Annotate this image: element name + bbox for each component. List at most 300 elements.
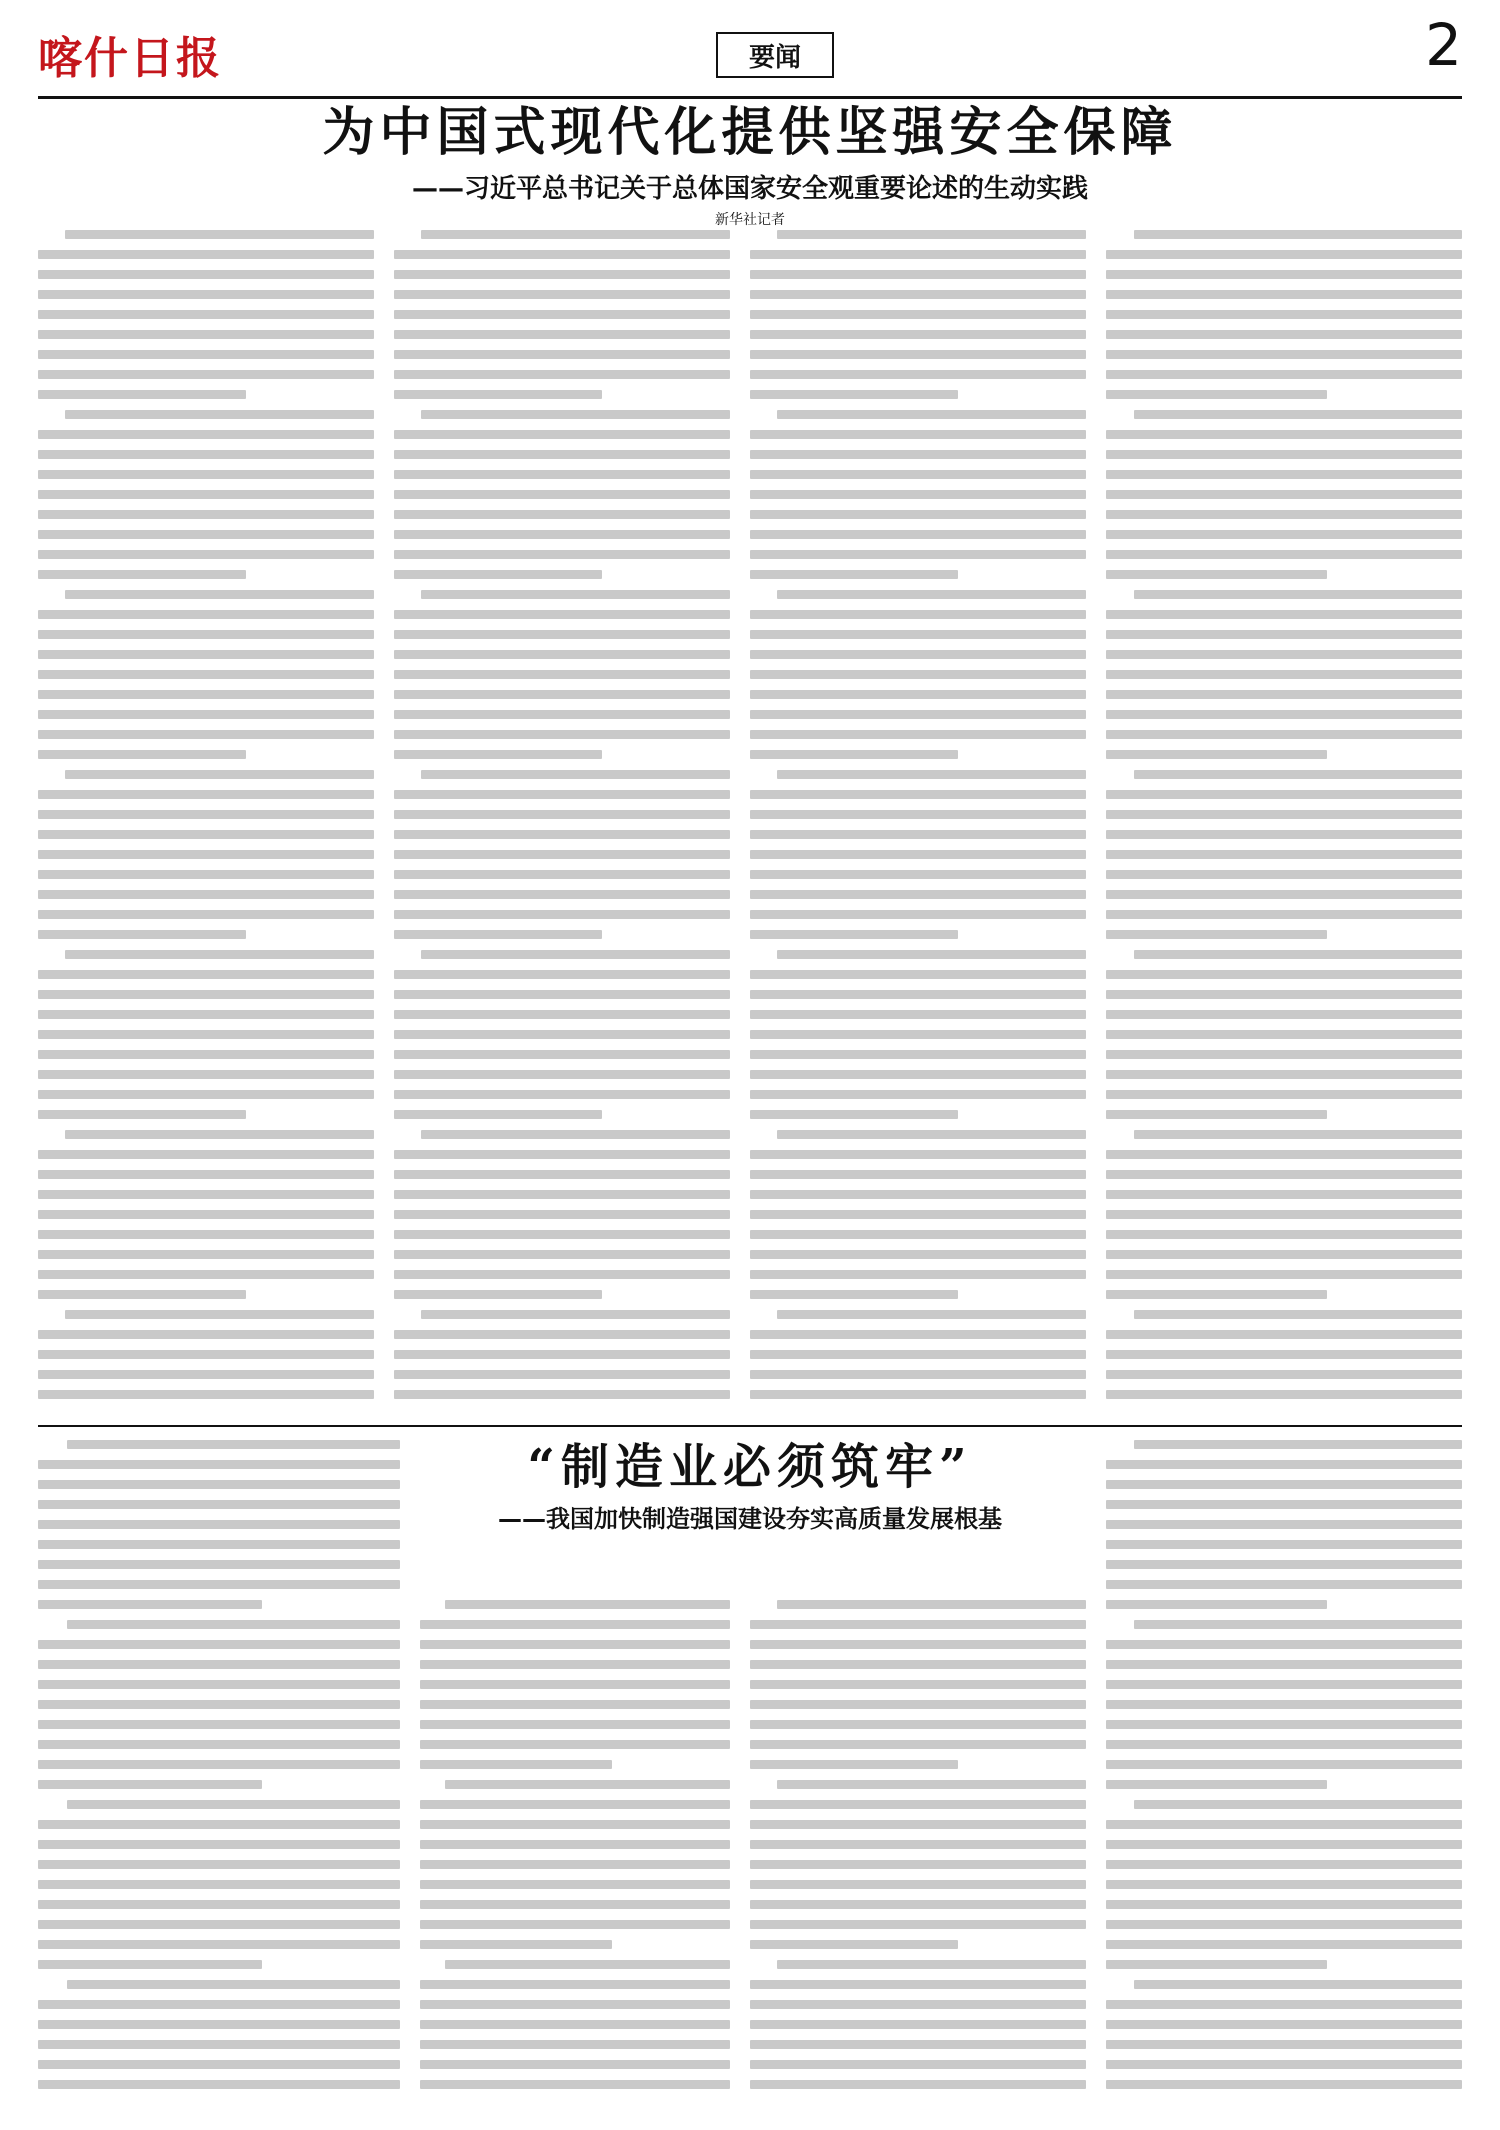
text-line-placeholder xyxy=(1106,530,1462,539)
text-line-placeholder xyxy=(1106,750,1327,759)
text-line-placeholder xyxy=(420,1720,730,1729)
text-line-placeholder xyxy=(1106,2020,1462,2029)
text-line-placeholder xyxy=(1106,250,1462,259)
text-line-placeholder xyxy=(1106,350,1462,359)
text-line-placeholder xyxy=(1106,550,1462,559)
text-line-placeholder xyxy=(394,610,730,619)
text-line-placeholder xyxy=(777,1310,1086,1319)
text-line-placeholder xyxy=(750,970,1086,979)
text-line-placeholder xyxy=(38,730,374,739)
text-line-placeholder xyxy=(750,350,1086,359)
text-line-placeholder xyxy=(420,1880,730,1889)
text-line-placeholder xyxy=(38,2020,400,2029)
text-line-placeholder xyxy=(1134,770,1462,779)
text-line-placeholder xyxy=(38,2000,400,2009)
text-line-placeholder xyxy=(38,330,374,339)
article-1-subtitle: ——习近平总书记关于总体国家安全观重要论述的生动实践 xyxy=(411,173,1088,204)
text-line-placeholder xyxy=(38,1640,400,1649)
text-line-placeholder xyxy=(1106,1500,1462,1509)
text-line-placeholder xyxy=(38,1820,400,1829)
text-line-placeholder xyxy=(394,270,730,279)
text-line-placeholder xyxy=(1106,1960,1327,1969)
text-line-placeholder xyxy=(750,1640,1086,1649)
text-line-placeholder xyxy=(750,330,1086,339)
text-line-placeholder xyxy=(394,350,730,359)
text-line-placeholder xyxy=(38,1290,246,1299)
text-line-placeholder xyxy=(38,490,374,499)
text-line-placeholder xyxy=(38,530,374,539)
text-line-placeholder xyxy=(1106,570,1327,579)
text-line-placeholder xyxy=(38,850,374,859)
text-line-placeholder xyxy=(420,1640,730,1649)
text-line-placeholder xyxy=(750,1350,1086,1359)
text-line-placeholder xyxy=(1106,310,1462,319)
text-line-placeholder xyxy=(750,1760,958,1769)
text-line-placeholder xyxy=(38,1600,262,1609)
text-line-placeholder xyxy=(38,1230,374,1239)
text-line-placeholder xyxy=(38,1960,262,1969)
text-line-placeholder xyxy=(750,250,1086,259)
text-line-placeholder xyxy=(750,1150,1086,1159)
text-line-placeholder xyxy=(67,1800,400,1809)
text-line-placeholder xyxy=(1134,1620,1462,1629)
text-line-placeholder xyxy=(750,910,1086,919)
text-line-placeholder xyxy=(750,430,1086,439)
text-line-placeholder xyxy=(38,1740,400,1749)
text-line-placeholder xyxy=(1106,1920,1462,1929)
text-line-placeholder xyxy=(38,1580,400,1589)
text-line-placeholder xyxy=(65,770,374,779)
text-line-placeholder xyxy=(38,1500,400,1509)
text-line-placeholder xyxy=(750,1920,1086,1929)
text-line-placeholder xyxy=(750,1700,1086,1709)
text-line-placeholder xyxy=(394,810,730,819)
text-line-placeholder xyxy=(38,1940,400,1949)
text-line-placeholder xyxy=(38,970,374,979)
text-line-placeholder xyxy=(420,1840,730,1849)
text-line-placeholder xyxy=(38,990,374,999)
text-line-placeholder xyxy=(750,1110,958,1119)
text-line-placeholder xyxy=(1106,510,1462,519)
text-line-placeholder xyxy=(1106,290,1462,299)
masthead-logo: 喀什日报 xyxy=(38,33,222,84)
text-line-placeholder xyxy=(750,1900,1086,1909)
text-line-placeholder xyxy=(38,1010,374,1019)
article-1-title: 为中国式现代化提供坚强安全保障 xyxy=(322,103,1178,163)
text-line-placeholder xyxy=(750,1660,1086,1669)
text-line-placeholder xyxy=(750,1370,1086,1379)
text-line-placeholder xyxy=(394,1010,730,1019)
text-line-placeholder xyxy=(750,1090,1086,1099)
header-rule xyxy=(38,96,1462,99)
text-line-placeholder xyxy=(750,1050,1086,1059)
text-line-placeholder xyxy=(777,1600,1086,1609)
text-line-placeholder xyxy=(394,850,730,859)
text-line-placeholder xyxy=(38,1720,400,1729)
text-line-placeholder xyxy=(394,990,730,999)
text-line-placeholder xyxy=(1106,870,1462,879)
text-line-placeholder xyxy=(38,1330,374,1339)
text-line-placeholder xyxy=(38,510,374,519)
text-line-placeholder xyxy=(38,290,374,299)
text-line-placeholder xyxy=(421,590,730,599)
text-line-placeholder xyxy=(1134,230,1462,239)
text-line-placeholder xyxy=(750,450,1086,459)
text-line-placeholder xyxy=(394,370,730,379)
article-2-column-4 xyxy=(1106,1440,1462,2110)
text-line-placeholder xyxy=(394,790,730,799)
text-line-placeholder xyxy=(777,230,1086,239)
text-line-placeholder xyxy=(1106,1090,1462,1099)
text-line-placeholder xyxy=(38,350,374,359)
text-line-placeholder xyxy=(38,1030,374,1039)
text-line-placeholder xyxy=(1134,1800,1462,1809)
text-line-placeholder xyxy=(1106,1700,1462,1709)
article-2-column-3 xyxy=(750,1600,1086,2110)
text-line-placeholder xyxy=(394,1190,730,1199)
article-1-headline xyxy=(38,104,1462,229)
text-line-placeholder xyxy=(394,710,730,719)
text-line-placeholder xyxy=(420,1920,730,1929)
text-line-placeholder xyxy=(1134,1980,1462,1989)
text-line-placeholder xyxy=(750,1010,1086,1019)
text-line-placeholder xyxy=(38,370,374,379)
text-line-placeholder xyxy=(1106,710,1462,719)
text-line-placeholder xyxy=(1106,1940,1462,1949)
text-line-placeholder xyxy=(750,1840,1086,1849)
text-line-placeholder xyxy=(38,1370,374,1379)
text-line-placeholder xyxy=(750,850,1086,859)
article-2-column-1 xyxy=(38,1440,400,2110)
article-1-column-2 xyxy=(394,230,730,1410)
text-line-placeholder xyxy=(1106,830,1462,839)
text-line-placeholder xyxy=(1106,1010,1462,1019)
text-line-placeholder xyxy=(38,1250,374,1259)
text-line-placeholder xyxy=(750,1820,1086,1829)
text-line-placeholder xyxy=(394,1030,730,1039)
article-1-column-1 xyxy=(38,230,374,1410)
text-line-placeholder xyxy=(1134,1310,1462,1319)
text-line-placeholder xyxy=(750,1620,1086,1629)
text-line-placeholder xyxy=(420,2060,730,2069)
text-line-placeholder xyxy=(1106,1600,1327,1609)
text-line-placeholder xyxy=(1106,370,1462,379)
text-line-placeholder xyxy=(420,1900,730,1909)
text-line-placeholder xyxy=(38,610,374,619)
text-line-placeholder xyxy=(38,1350,374,1359)
text-line-placeholder xyxy=(394,870,730,879)
text-line-placeholder xyxy=(1106,1250,1462,1259)
text-line-placeholder xyxy=(394,1230,730,1239)
text-line-placeholder xyxy=(394,290,730,299)
text-line-placeholder xyxy=(750,1980,1086,1989)
text-line-placeholder xyxy=(38,1390,374,1399)
text-line-placeholder xyxy=(750,790,1086,799)
text-line-placeholder xyxy=(394,470,730,479)
text-line-placeholder xyxy=(38,910,374,919)
text-line-placeholder xyxy=(421,410,730,419)
text-line-placeholder xyxy=(38,1190,374,1199)
text-line-placeholder xyxy=(38,1840,400,1849)
text-line-placeholder xyxy=(1106,1640,1462,1649)
text-line-placeholder xyxy=(38,690,374,699)
article-2-headline xyxy=(430,1440,1070,1534)
text-line-placeholder xyxy=(777,950,1086,959)
text-line-placeholder xyxy=(38,390,246,399)
text-line-placeholder xyxy=(65,1310,374,1319)
text-line-placeholder xyxy=(421,950,730,959)
text-line-placeholder xyxy=(1106,1110,1327,1119)
text-line-placeholder xyxy=(1106,1370,1462,1379)
text-line-placeholder xyxy=(38,1860,400,1869)
text-line-placeholder xyxy=(1106,650,1462,659)
text-line-placeholder xyxy=(1106,1860,1462,1869)
text-line-placeholder xyxy=(750,2040,1086,2049)
text-line-placeholder xyxy=(394,890,730,899)
text-line-placeholder xyxy=(750,990,1086,999)
text-line-placeholder xyxy=(1106,1330,1462,1339)
text-line-placeholder xyxy=(38,550,374,559)
text-line-placeholder xyxy=(1106,1170,1462,1179)
text-line-placeholder xyxy=(67,1980,400,1989)
text-line-placeholder xyxy=(65,950,374,959)
text-line-placeholder xyxy=(394,550,730,559)
text-line-placeholder xyxy=(1106,1660,1462,1669)
text-line-placeholder xyxy=(420,1680,730,1689)
text-line-placeholder xyxy=(750,890,1086,899)
text-line-placeholder xyxy=(394,1150,730,1159)
text-line-placeholder xyxy=(1106,450,1462,459)
text-line-placeholder xyxy=(38,1050,374,1059)
article-1-column-3 xyxy=(750,230,1086,1410)
text-line-placeholder xyxy=(1106,1270,1462,1279)
text-line-placeholder xyxy=(1106,1900,1462,1909)
text-line-placeholder xyxy=(38,1660,400,1669)
text-line-placeholder xyxy=(750,710,1086,719)
text-line-placeholder xyxy=(38,430,374,439)
text-line-placeholder xyxy=(67,1440,400,1449)
text-line-placeholder xyxy=(750,1210,1086,1219)
text-line-placeholder xyxy=(394,390,602,399)
text-line-placeholder xyxy=(750,1940,958,1949)
text-line-placeholder xyxy=(777,1960,1086,1969)
text-line-placeholder xyxy=(394,630,730,639)
text-line-placeholder xyxy=(38,830,374,839)
text-line-placeholder xyxy=(750,730,1086,739)
article-2-title: “制造业必须筑牢” xyxy=(527,1439,973,1495)
text-line-placeholder xyxy=(394,730,730,739)
text-line-placeholder xyxy=(1106,1230,1462,1239)
text-line-placeholder xyxy=(394,750,602,759)
text-line-placeholder xyxy=(394,1390,730,1399)
text-line-placeholder xyxy=(750,2020,1086,2029)
text-line-placeholder xyxy=(750,470,1086,479)
text-line-placeholder xyxy=(1134,1440,1462,1449)
text-line-placeholder xyxy=(1106,1680,1462,1689)
text-line-placeholder xyxy=(65,1130,374,1139)
text-line-placeholder xyxy=(750,1070,1086,1079)
text-line-placeholder xyxy=(1106,490,1462,499)
text-line-placeholder xyxy=(38,890,374,899)
text-line-placeholder xyxy=(394,330,730,339)
text-line-placeholder xyxy=(750,1190,1086,1199)
text-line-placeholder xyxy=(394,690,730,699)
text-line-placeholder xyxy=(750,1390,1086,1399)
text-line-placeholder xyxy=(38,1090,374,1099)
text-line-placeholder xyxy=(420,1860,730,1869)
text-line-placeholder xyxy=(38,310,374,319)
text-line-placeholder xyxy=(750,650,1086,659)
text-line-placeholder xyxy=(750,930,958,939)
text-line-placeholder xyxy=(750,630,1086,639)
text-line-placeholder xyxy=(750,1720,1086,1729)
text-line-placeholder xyxy=(38,750,246,759)
article-1-column-4 xyxy=(1106,230,1462,1410)
article-2-subtitle: ——我国加快制造强国建设夯实高质量发展根基 xyxy=(498,1505,1002,1534)
text-line-placeholder xyxy=(750,1800,1086,1809)
text-line-placeholder xyxy=(394,930,602,939)
text-line-placeholder xyxy=(1134,950,1462,959)
text-line-placeholder xyxy=(38,1170,374,1179)
text-line-placeholder xyxy=(750,810,1086,819)
text-line-placeholder xyxy=(445,1960,730,1969)
text-line-placeholder xyxy=(38,630,374,639)
text-line-placeholder xyxy=(750,1740,1086,1749)
text-line-placeholder xyxy=(750,1290,958,1299)
text-line-placeholder xyxy=(394,830,730,839)
text-line-placeholder xyxy=(750,610,1086,619)
text-line-placeholder xyxy=(750,1880,1086,1889)
text-line-placeholder xyxy=(38,1110,246,1119)
text-line-placeholder xyxy=(1106,890,1462,899)
text-line-placeholder xyxy=(421,1130,730,1139)
text-line-placeholder xyxy=(420,2040,730,2049)
text-line-placeholder xyxy=(1106,850,1462,859)
text-line-placeholder xyxy=(1106,730,1462,739)
text-line-placeholder xyxy=(38,2080,400,2089)
text-line-placeholder xyxy=(38,870,374,879)
text-line-placeholder xyxy=(38,2060,400,2069)
text-line-placeholder xyxy=(750,1680,1086,1689)
text-line-placeholder xyxy=(1106,1070,1462,1079)
text-line-placeholder xyxy=(65,230,374,239)
text-line-placeholder xyxy=(38,930,246,939)
text-line-placeholder xyxy=(421,1310,730,1319)
text-line-placeholder xyxy=(1106,1720,1462,1729)
text-line-placeholder xyxy=(777,410,1086,419)
text-line-placeholder xyxy=(394,1270,730,1279)
text-line-placeholder xyxy=(38,1560,400,1569)
text-line-placeholder xyxy=(750,270,1086,279)
text-line-placeholder xyxy=(420,2080,730,2089)
text-line-placeholder xyxy=(1106,930,1327,939)
text-line-placeholder xyxy=(421,770,730,779)
text-line-placeholder xyxy=(750,1330,1086,1339)
text-line-placeholder xyxy=(394,1050,730,1059)
text-line-placeholder xyxy=(421,230,730,239)
text-line-placeholder xyxy=(394,1330,730,1339)
text-line-placeholder xyxy=(38,1880,400,1889)
text-line-placeholder xyxy=(420,1700,730,1709)
text-line-placeholder xyxy=(777,770,1086,779)
text-line-placeholder xyxy=(420,1940,612,1949)
text-line-placeholder xyxy=(38,2040,400,2049)
text-line-placeholder xyxy=(1106,810,1462,819)
text-line-placeholder xyxy=(1106,2080,1462,2089)
text-line-placeholder xyxy=(750,1170,1086,1179)
text-line-placeholder xyxy=(1106,670,1462,679)
text-line-placeholder xyxy=(38,790,374,799)
text-line-placeholder xyxy=(1106,910,1462,919)
text-line-placeholder xyxy=(1106,630,1462,639)
text-line-placeholder xyxy=(394,1070,730,1079)
text-line-placeholder xyxy=(394,670,730,679)
text-line-placeholder xyxy=(38,1700,400,1709)
text-line-placeholder xyxy=(38,1480,400,1489)
article-2-column-2 xyxy=(420,1600,730,2110)
text-line-placeholder xyxy=(394,1110,602,1119)
text-line-placeholder xyxy=(420,1980,730,1989)
text-line-placeholder xyxy=(394,970,730,979)
text-line-placeholder xyxy=(420,2020,730,2029)
text-line-placeholder xyxy=(394,1090,730,1099)
text-line-placeholder xyxy=(394,530,730,539)
text-line-placeholder xyxy=(750,310,1086,319)
text-line-placeholder xyxy=(750,750,958,759)
text-line-placeholder xyxy=(1134,1130,1462,1139)
text-line-placeholder xyxy=(1106,790,1462,799)
text-line-placeholder xyxy=(394,450,730,459)
text-line-placeholder xyxy=(38,1520,400,1529)
text-line-placeholder xyxy=(1106,1540,1462,1549)
text-line-placeholder xyxy=(394,1290,602,1299)
text-line-placeholder xyxy=(1106,990,1462,999)
text-line-placeholder xyxy=(750,670,1086,679)
text-line-placeholder xyxy=(1106,1210,1462,1219)
text-line-placeholder xyxy=(750,510,1086,519)
text-line-placeholder xyxy=(1106,1840,1462,1849)
text-line-placeholder xyxy=(1106,970,1462,979)
text-line-placeholder xyxy=(394,1370,730,1379)
text-line-placeholder xyxy=(445,1600,730,1609)
text-line-placeholder xyxy=(38,570,246,579)
text-line-placeholder xyxy=(38,1070,374,1079)
text-line-placeholder xyxy=(1106,1460,1462,1469)
text-line-placeholder xyxy=(750,830,1086,839)
text-line-placeholder xyxy=(420,1660,730,1669)
text-line-placeholder xyxy=(38,1460,400,1469)
text-line-placeholder xyxy=(1106,690,1462,699)
text-line-placeholder xyxy=(420,1820,730,1829)
text-line-placeholder xyxy=(38,1780,262,1789)
text-line-placeholder xyxy=(1134,410,1462,419)
text-line-placeholder xyxy=(38,1680,400,1689)
text-line-placeholder xyxy=(394,570,602,579)
text-line-placeholder xyxy=(1106,330,1462,339)
text-line-placeholder xyxy=(750,570,958,579)
text-line-placeholder xyxy=(750,690,1086,699)
text-line-placeholder xyxy=(1106,610,1462,619)
text-line-placeholder xyxy=(38,670,374,679)
text-line-placeholder xyxy=(1106,1760,1462,1769)
text-line-placeholder xyxy=(1106,270,1462,279)
text-line-placeholder xyxy=(394,1210,730,1219)
text-line-placeholder xyxy=(750,2080,1086,2089)
section-tag: 要闻 xyxy=(716,32,834,78)
text-line-placeholder xyxy=(38,250,374,259)
text-line-placeholder xyxy=(65,410,374,419)
text-line-placeholder xyxy=(1106,1780,1327,1789)
